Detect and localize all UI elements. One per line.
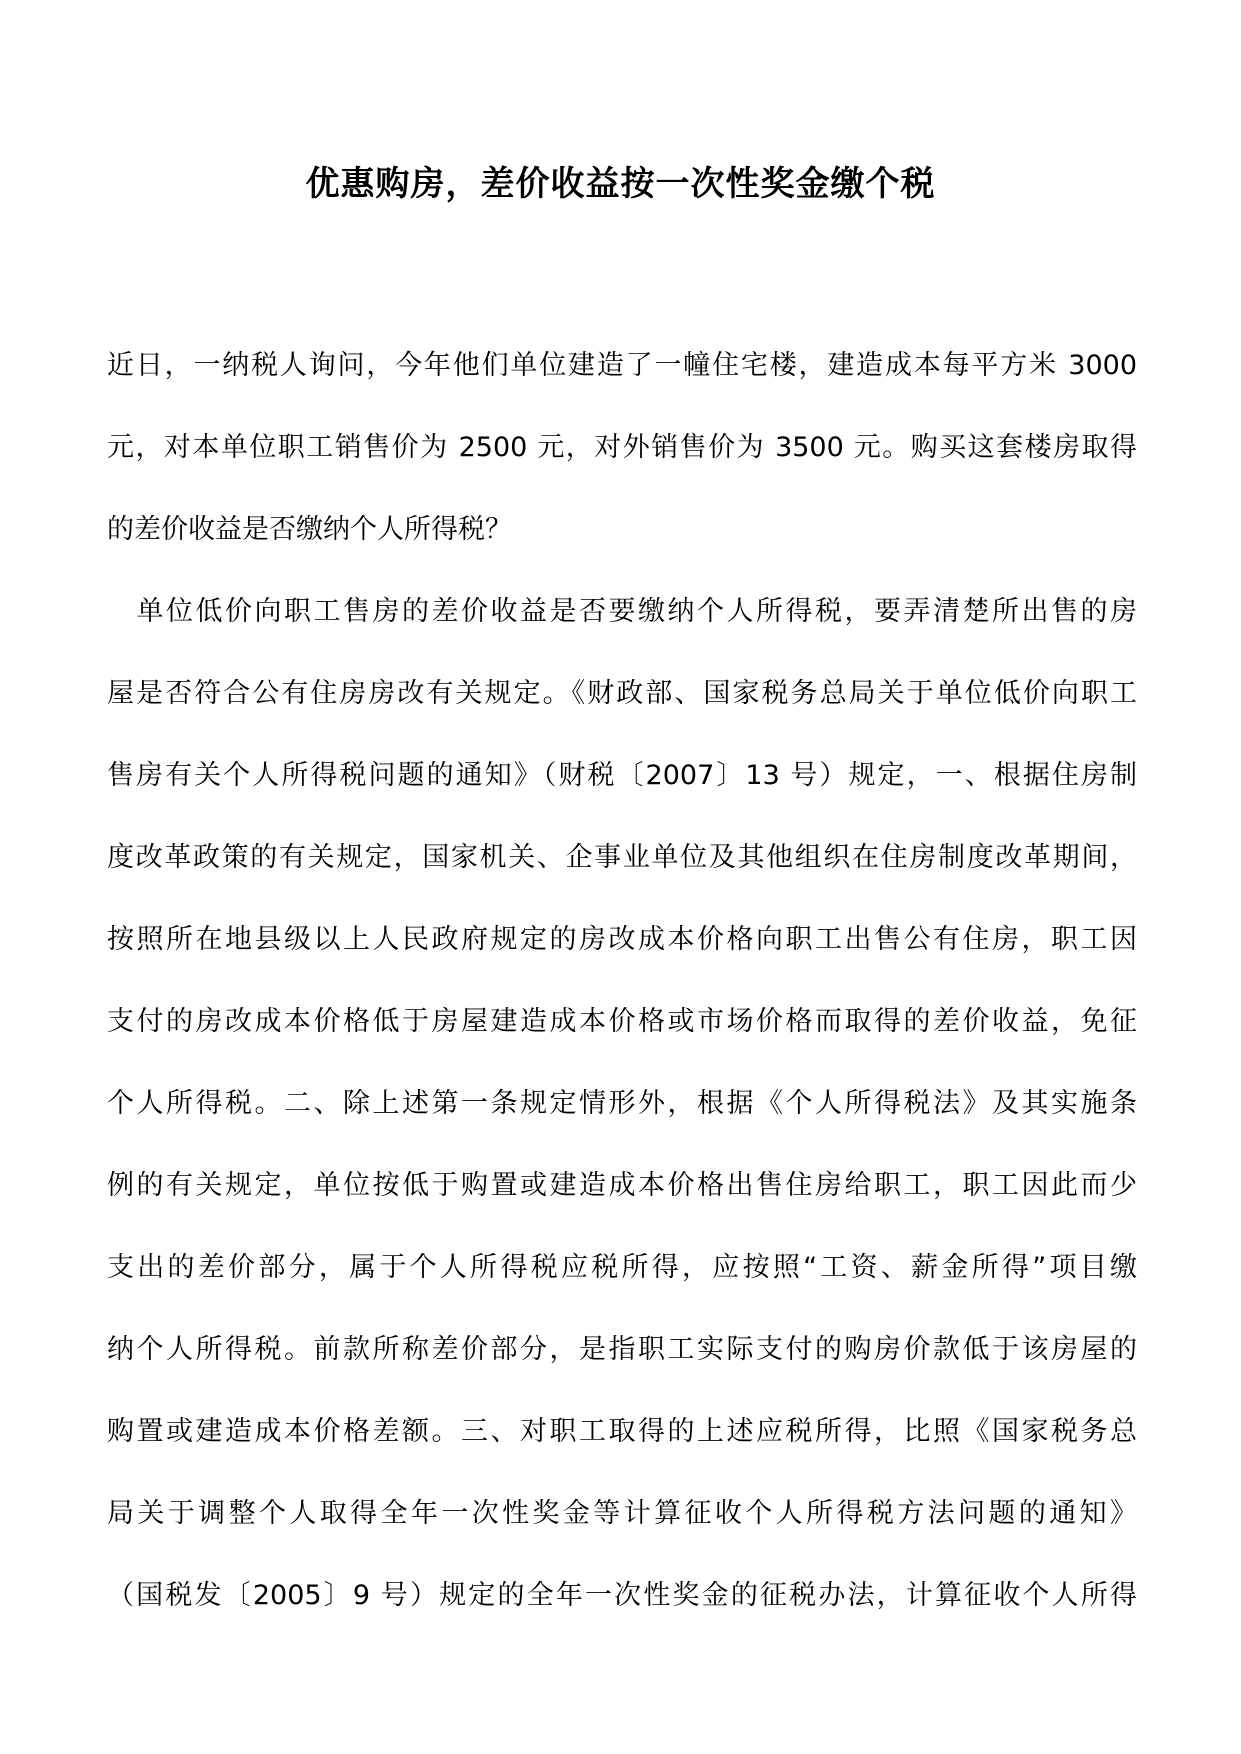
body-line-8: 按照所在地县级以上人民政府规定的房改成本价格向职工出售公有住房，职工因 — [107, 924, 1137, 955]
body-line-13: 纳个人所得税。前款所称差价部分，是指职工实际支付的购房价款低于该房屋的 — [107, 1334, 1137, 1365]
body-line-3: 的差价收益是否缴纳个人所得税？ — [107, 514, 512, 545]
body-line-12: 支出的差价部分，属于个人所得税应税所得，应按照“工资、薪金所得”项目缴 — [107, 1252, 1137, 1283]
body-line-1: 近日，一纳税人询问，今年他们单位建造了一幢住宅楼，建造成本每平方米 3000 — [107, 350, 1137, 381]
body-line-14: 购置或建造成本价格差额。三、对职工取得的上述应税所得，比照《国家税务总 — [107, 1416, 1137, 1447]
body-line-5: 屋是否符合公有住房房改有关规定。《财政部、国家税务总局关于单位低价向职工 — [107, 678, 1137, 709]
body-line-7: 度改革政策的有关规定，国家机关、企事业单位及其他组织在住房制度改革期间， — [107, 842, 1137, 873]
document-title: 优惠购房，差价收益按一次性奖金缴个税 — [305, 164, 936, 204]
body-line-11: 例的有关规定，单位按低于购置或建造成本价格出售住房给职工，职工因此而少 — [107, 1170, 1137, 1201]
body-line-10: 个人所得税。二、除上述第一条规定情形外，根据《个人所得税法》及其实施条 — [107, 1088, 1137, 1119]
body-line-15: 局关于调整个人取得全年一次性奖金等计算征收个人所得税方法问题的通知》 — [107, 1498, 1137, 1529]
body-line-6: 售房有关个人所得税问题的通知》（财税〔2007〕13 号）规定，一、根据住房制 — [107, 760, 1137, 791]
document-body — [107, 340, 1137, 1652]
body-line-9: 支付的房改成本价格低于房屋建造成本价格或市场价格而取得的差价收益，免征 — [107, 1006, 1137, 1037]
body-line-2: 元，对本单位职工销售价为 2500 元，对外销售价为 3500 元。购买这套楼房取得 — [107, 432, 1137, 463]
body-line-4: 单位低价向职工售房的差价收益是否要缴纳个人所得税，要弄清楚所出售的房 — [107, 596, 1137, 627]
body-line-16: （国税发〔2005〕9 号）规定的全年一次性奖金的征税办法，计算征收个人所得 — [107, 1580, 1137, 1611]
